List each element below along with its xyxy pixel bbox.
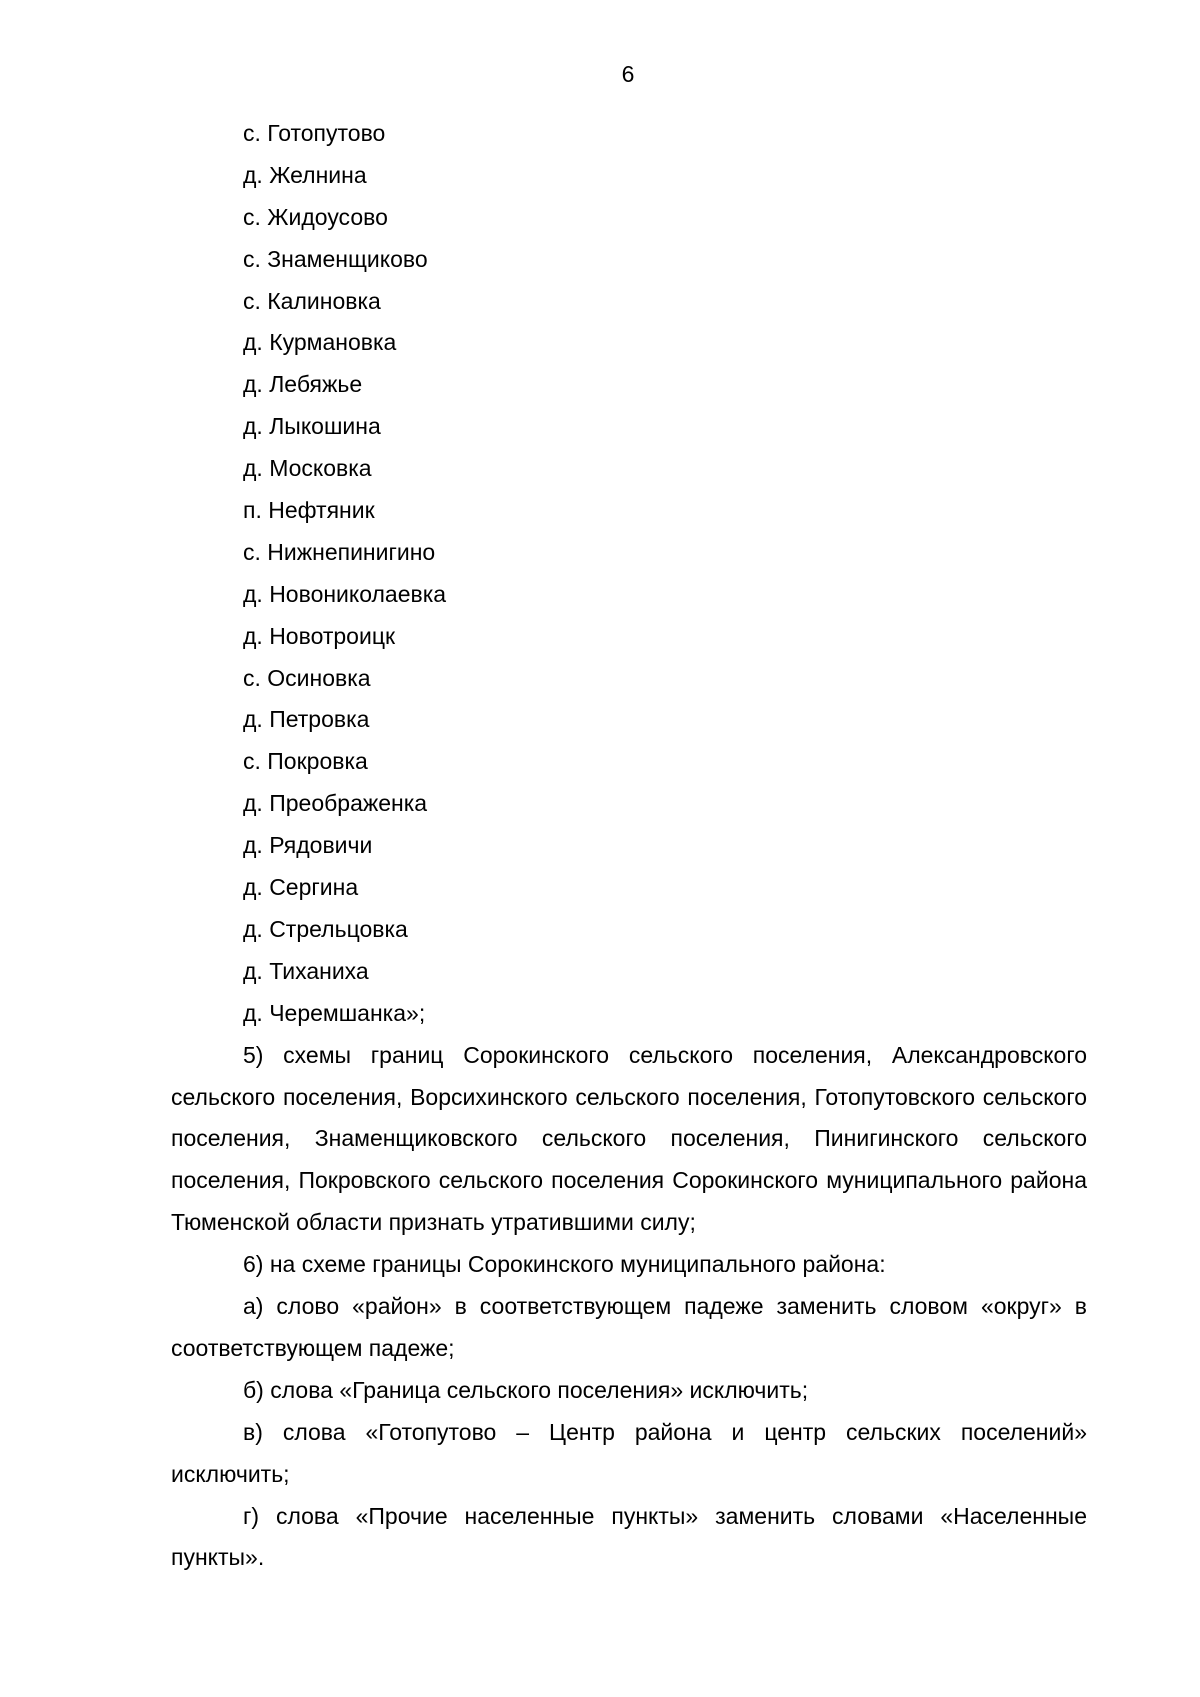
paragraph-6b: б) слова «Граница сельского поселения» исключить; bbox=[243, 1376, 809, 1403]
settlement-item: п. Нефтяник bbox=[243, 497, 375, 524]
settlement-item: с. Готопутово bbox=[243, 120, 386, 146]
document-body bbox=[171, 113, 1087, 1579]
paragraph-5: 5) схемы границ Сорокинского сельского поселения, Александровского сельского поселения, Ворсихинского сельского поселения, Готопутовского сельского поселения, Знаменщиковского сельского поселения, Пинигинского сельского поселения, Покровского сельского поселения Сорокинского муниципального района Тюменской области признать утратившими силу; bbox=[171, 1041, 1087, 1236]
settlement-item: д. Новотроицк bbox=[243, 622, 396, 649]
settlement-item: д. Сергина bbox=[243, 874, 359, 901]
settlement-item: с. Покровка bbox=[243, 748, 368, 775]
settlement-item: д. Петровка bbox=[243, 706, 370, 733]
settlement-item: д. Лебяжье bbox=[243, 371, 363, 398]
settlement-item: д. Рядовичи bbox=[243, 832, 373, 859]
paragraph-6g: г) слова «Прочие населенные пункты» заменить словами «Населенные пункты». bbox=[171, 1502, 1087, 1571]
settlement-item: д. Курмановка bbox=[243, 329, 397, 356]
page-number: 6 bbox=[621, 61, 635, 87]
settlement-item: д. Преображенка bbox=[243, 790, 428, 817]
settlement-item: д. Желнина bbox=[243, 161, 367, 188]
paragraph-6v: в) слова «Готопутово – Центр района и центр сельских поселений» исключить; bbox=[171, 1418, 1087, 1487]
paragraph-6: 6) на схеме границы Сорокинского муниципального района: bbox=[243, 1251, 886, 1278]
settlement-item: д. Тиханиха bbox=[243, 957, 369, 984]
settlement-item: д. Стрельцовка bbox=[243, 915, 408, 942]
settlement-item: д. Лыкошина bbox=[243, 413, 381, 440]
settlement-item: д. Московка bbox=[243, 455, 372, 482]
paragraph-6a: а) слово «район» в соответствующем падеже заменить словом «округ» в соответствующем падеже; bbox=[171, 1293, 1087, 1361]
settlement-item: д. Новониколаевка bbox=[243, 580, 447, 607]
settlement-item: с. Жидоусово bbox=[243, 203, 388, 230]
settlement-list bbox=[171, 113, 1087, 1035]
settlement-item: с. Осиновка bbox=[243, 664, 371, 691]
settlement-item: с. Нижнепинигино bbox=[243, 538, 436, 565]
settlement-item: с. Калиновка bbox=[243, 287, 381, 314]
settlement-item: д. Черемшанка»; bbox=[243, 999, 426, 1026]
settlement-item: с. Знаменщиково bbox=[243, 245, 428, 272]
